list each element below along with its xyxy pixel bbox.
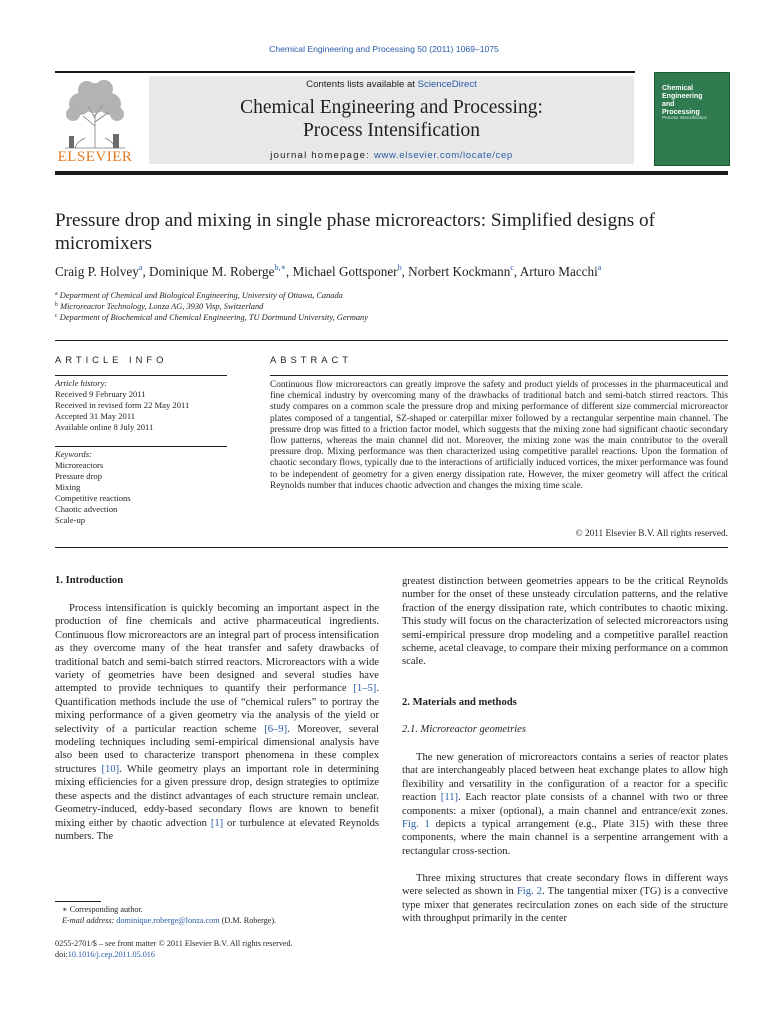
keyword-item: Mixing: [55, 482, 81, 492]
author-name[interactable]: Arturo Macchi: [519, 264, 598, 279]
citation-link[interactable]: [1]: [210, 817, 224, 829]
doi-label: doi:: [55, 950, 68, 959]
citation-link[interactable]: [1–5]: [353, 683, 377, 695]
affiliation-text: Department of Biochemical and Chemical Engineering, TU Dortmund University, Germany: [59, 313, 368, 322]
contents-prefix: Contents lists available at: [306, 79, 418, 90]
email-label: E-mail address:: [62, 916, 117, 925]
paragraph-text: Process intensification is quickly becoming an important aspect in the production of fine chemicals and active pharmaceutical ingredients. Continuous flow microreactors are an integral part of process intensification as they overcome many of the heat transfer and safety drawbacks of traditional batch and semi-batch stirred reactors. Microreactors with a wide variety of geometries have been designed and several studies have attempted to provide techniques to quantify their performance: [55, 603, 379, 695]
paragraph-text: . While geometry plays an important role in determining mixing efficiencies for a given pressure drop, design strategies to optimize these aspects and the distinct advantages of each structure remain unclear. Geometry-induced, eddy-based secondary flows are known to benefit mixing either by chaotic advection: [55, 763, 379, 829]
header-top-rule: [55, 71, 635, 73]
keyword-item: Pressure drop: [55, 471, 103, 481]
abstract-heading: ABSTRACT: [270, 354, 353, 365]
contents-line: [149, 79, 634, 90]
citation-link[interactable]: [10]: [101, 763, 120, 775]
journal-homepage: [149, 150, 634, 161]
citation-link[interactable]: [6–9]: [264, 723, 288, 735]
author-name[interactable]: Dominique M. Roberge: [149, 264, 275, 279]
paragraph-text: depicts a typical arrangement (e.g., Plate 315) with these three components, where the main channel is a serpentine arrangement with a rectangular cross-section.: [402, 819, 728, 857]
email-link[interactable]: dominique.roberge@lonza.com: [116, 916, 220, 925]
microreactor-geometries-heading: 2.1. Microreactor geometries: [402, 724, 526, 735]
cover-title-line4: Processing: [662, 109, 700, 116]
author-name[interactable]: Michael Gottsponer: [292, 264, 398, 279]
elsevier-wordmark[interactable]: ELSEVIER: [57, 149, 133, 165]
affiliation-text: Microreactor Technology, Lonza AG, 3930 Visp, Switzerland: [60, 302, 264, 311]
figure-link[interactable]: Fig. 2: [516, 886, 543, 898]
issn-line: 0255-2701/$ – see front matter © 2011 Elsevier B.V. All rights reserved.: [55, 939, 293, 948]
keyword-item: Chaotic advection: [55, 504, 118, 514]
header-bottom-rule: [55, 171, 728, 175]
homepage-prefix: journal homepage:: [270, 150, 374, 161]
keyword-item: Scale-up: [55, 515, 86, 525]
affiliation-marker: c: [55, 313, 58, 319]
author-separator: ,: [285, 264, 293, 279]
paragraph-text: . The tangential mixer (TG) is a convective type mixer that generates recirculation zones on each side of the structure with throughput primarily in the center: [402, 886, 728, 925]
mixing-structures-paragraph: [402, 872, 728, 926]
paragraph-text: The new generation of microreactors contains a series of reactor plates that are interchangeably placed between heat exchange plates to allow high flexibility and versatility in the configuration of a reactor for a specific reaction: [402, 752, 728, 804]
article-history: [55, 378, 255, 433]
homepage-link[interactable]: www.elsevier.com/locate/cep: [373, 150, 513, 161]
article-title: [55, 209, 735, 255]
article-title-line1: Pressure drop and mixing in single phase microreactors: Simplified designs of: [55, 210, 656, 231]
abstract-rule: [270, 375, 728, 376]
affiliation: [55, 313, 735, 322]
footnote-rule: [55, 901, 101, 902]
journal-title-line2: Process Intensification: [302, 120, 481, 141]
abstract-copyright: © 2011 Elsevier B.V. All rights reserved.: [575, 529, 728, 539]
sciencedirect-link[interactable]: ScienceDirect: [417, 79, 477, 90]
paragraph-text: . Moreover, several modeling techniques including semi-empirical dimensional analysis have also been used to characterize transport phenomena in these complex structures: [55, 723, 379, 775]
author-affiliation-marker[interactable]: c: [510, 263, 514, 272]
affiliation-marker: a: [55, 291, 58, 297]
article-info-heading: ARTICLE INFO: [55, 354, 168, 365]
corresponding-author-note: ∗ Corresponding author.: [62, 905, 143, 914]
introduction-paragraph: [55, 602, 379, 843]
journal-cover-thumbnail[interactable]: [654, 72, 730, 166]
author-list: [55, 264, 735, 280]
doi-link[interactable]: 10.1016/j.cep.2011.05.016: [67, 950, 155, 959]
cover-title-line3: and: [662, 101, 675, 108]
article-history-label: Article history:: [55, 378, 108, 388]
keyword-item: Microreactors: [55, 460, 104, 470]
cover-title-line1: Chemical: [662, 85, 694, 92]
keywords: [55, 449, 255, 526]
author-affiliation-marker[interactable]: b: [397, 263, 402, 272]
author-name[interactable]: Norbert Kockmann: [408, 264, 511, 279]
cover-title-line2: Engineering: [662, 93, 703, 100]
keyword-item: Competitive reactions: [55, 493, 131, 503]
history-item: Available online 8 July 2011: [55, 422, 154, 432]
author-separator: ,: [142, 264, 150, 279]
figure-link[interactable]: Fig. 1: [402, 819, 430, 831]
article-title-line2: micromixers: [55, 233, 152, 254]
author-name[interactable]: Craig P. Holvey: [55, 264, 139, 279]
section-divider: [55, 340, 728, 341]
affiliation: [55, 302, 735, 311]
article-info-rule: [55, 375, 227, 376]
email-suffix: (D.M. Roberge).: [219, 916, 277, 925]
affiliation-text: Department of Chemical and Biological Engineering, University of Ottawa, Canada: [59, 291, 343, 300]
paragraph-text: . Quantification methods include the use of “chemical rulers” to portray the mixing performance of a given geometry via the analysis of the yield or selectivity of a particular reaction scheme: [55, 683, 379, 735]
continued-paragraph: greatest distinction between geometries appears to be the critical Reynolds number for the onset of these unsteady circulation patterns, and the relative fraction of the energy dissipation rate, which contributes to chaotic mixing. This study will focus on the characterization of selected microreactors using semi-empirical pressure drop modeling and a competitive parallel reaction scheme, acetal cleavage, to compare their mixing performance on a common scale.: [402, 576, 728, 668]
keywords-rule: [55, 446, 227, 447]
cover-subtitle: Process Intensification: [662, 115, 708, 120]
paragraph-text: Three mixing structures that create secondary flows in different ways were selected as shown in: [402, 873, 728, 898]
journal-title-line1: Chemical Engineering and Processing:: [240, 97, 543, 118]
introduction-heading: 1. Introduction: [55, 575, 124, 586]
history-item: Received in revised form 22 May 2011: [55, 400, 190, 410]
methods-heading: 2. Materials and methods: [402, 697, 517, 708]
author-affiliation-marker[interactable]: b,∗: [274, 263, 286, 272]
journal-reference[interactable]: Chemical Engineering and Processing 50 (2011) 1069–1075: [269, 44, 499, 54]
keywords-label: Keywords:: [55, 449, 92, 459]
affiliation: [55, 291, 735, 300]
cover-title: [662, 85, 724, 117]
geometries-paragraph: [402, 751, 728, 858]
doi-line: [55, 949, 385, 960]
author-separator: ,: [401, 264, 409, 279]
abstract-text: Continuous flow microreactors can greatly improve the safety and product yields of processes in the pharmaceutical and fine chemical industry by overcoming many of the drawbacks of traditional batch and semi-batch stirred reactors. This study compares on a common scale the pressure drop and mixing performance of different size commercial microreactor plates composed of a tangential, SZ-shaped or caterpillar mixer followed by a rectangular serpentine main channel. The pressure drop was fitted to a friction factor model, which suggests that the mixing zone had significant chaotic secondary flow patterns, whereas the main channel did not. Moreover, the mixing zone was the main contributor to the overall pressure drop. Mixing performance was then characterized using competitive parallel reactions. Upon the formation of chaotic secondary flows, typically due to the interactions of artificially induced vortices, the mixer performance was found to be independent of geometry for a given energy dissipation rate. However, the mixer geometry will affect the critical Reynolds number that induces chaotic advection and changes the mixing time scale.: [270, 380, 728, 491]
paragraph-text: or turbulence at elevated Reynolds numbers. The: [55, 817, 379, 842]
history-item: Received 9 February 2011: [55, 389, 146, 399]
author-affiliation-marker[interactable]: a: [138, 263, 143, 272]
journal-title: [149, 96, 634, 142]
affiliation-marker: b: [55, 302, 58, 308]
abstract-bottom-rule: [55, 547, 728, 548]
email-note: [62, 915, 392, 926]
citation-link[interactable]: [11]: [440, 792, 459, 804]
history-item: Accepted 31 May 2011: [55, 411, 136, 421]
author-separator: ,: [513, 264, 520, 279]
paragraph-text: . Each reactor plate consists of a channel with two or three components: a mixer (optional), a main channel and entrance/exit zones.: [402, 792, 729, 817]
author-affiliation-marker[interactable]: a: [597, 263, 602, 272]
